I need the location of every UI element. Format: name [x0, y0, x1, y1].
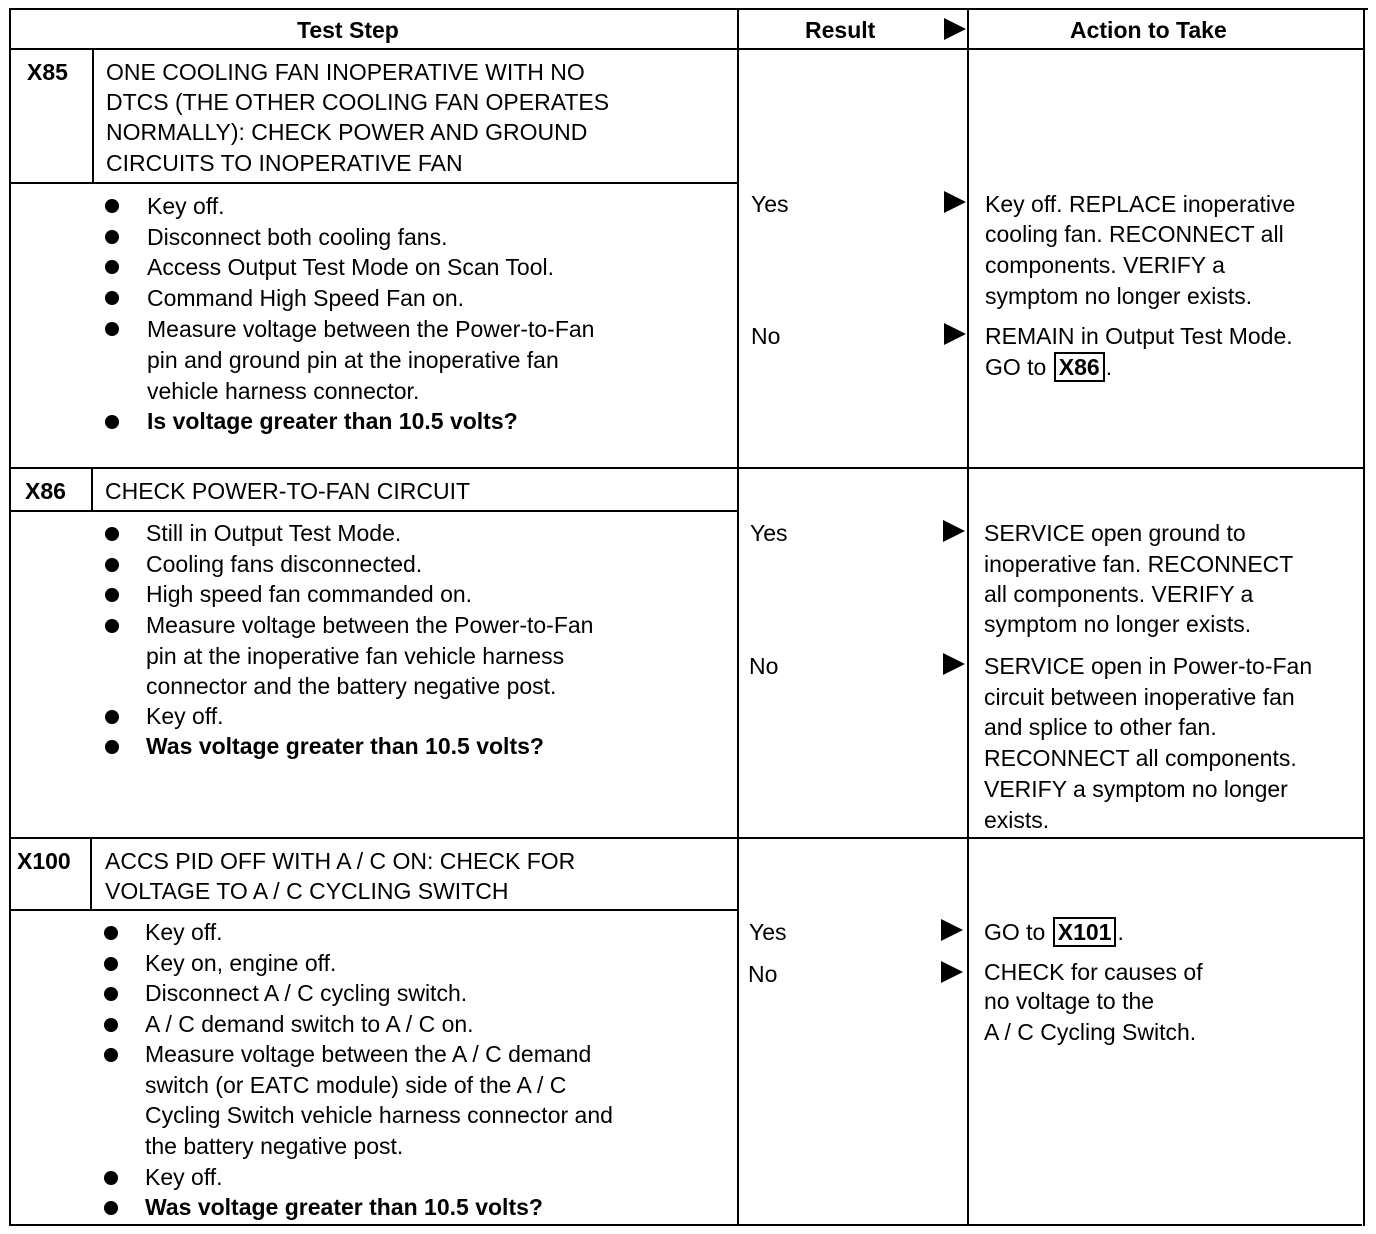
- result-arrow-icon: [941, 961, 963, 983]
- bullet-icon: [105, 740, 119, 754]
- bullet-question: Is voltage greater than 10.5 volts?: [147, 408, 518, 434]
- title-divider-x100: [9, 909, 738, 911]
- bullet-icon: [104, 1048, 118, 1062]
- bullet-text: vehicle harness connector.: [147, 378, 420, 404]
- goto-suffix: .: [1117, 919, 1124, 945]
- bullet-text: pin and ground pin at the inoperative fan: [147, 347, 559, 373]
- bullet-question: Was voltage greater than 10.5 volts?: [145, 1194, 543, 1220]
- table-border-right: [1363, 8, 1365, 1226]
- bullet-icon: [104, 1018, 118, 1032]
- bullet-text: pin at the inoperative fan vehicle harness: [146, 643, 565, 669]
- result-arrow-icon: [944, 323, 966, 345]
- bullet-text: Access Output Test Mode on Scan Tool.: [147, 254, 554, 280]
- bullet-text: Key off.: [145, 1164, 223, 1190]
- goto-suffix: .: [1105, 354, 1113, 380]
- bullet-icon: [104, 926, 118, 940]
- bullet-text: Key off.: [146, 703, 224, 729]
- action-line: cooling fan. RECONNECT all: [985, 221, 1284, 247]
- bullet-icon: [105, 199, 119, 213]
- code-cell-divider-x100: [90, 837, 92, 910]
- action-line: components. VERIFY a: [985, 252, 1225, 278]
- bullet-text: A / C demand switch to A / C on.: [145, 1011, 474, 1037]
- action-goto: [984, 917, 1124, 947]
- bullet-icon: [104, 987, 118, 1001]
- action-line: exists.: [984, 807, 1050, 833]
- goto-text: GO to: [984, 919, 1046, 945]
- step-title-line: VOLTAGE TO A / C CYCLING SWITCH: [105, 878, 509, 904]
- action-line: RECONNECT all components.: [984, 745, 1297, 771]
- result-yes: Yes: [750, 520, 788, 546]
- goto-text: GO to: [985, 354, 1047, 380]
- bullet-text: Measure voltage between the A / C demand: [145, 1041, 592, 1067]
- bullet-icon: [104, 1171, 118, 1185]
- bullet-text: Command High Speed Fan on.: [147, 285, 465, 311]
- action-line: SERVICE open ground to: [984, 520, 1246, 546]
- bullet-text: Key off.: [145, 919, 223, 945]
- bullet-text: Still in Output Test Mode.: [146, 520, 402, 546]
- action-line: circuit between inoperative fan: [984, 684, 1295, 710]
- bullet-question: Was voltage greater than 10.5 volts?: [146, 733, 544, 759]
- result-no: No: [751, 323, 781, 349]
- goto-ref-x86[interactable]: X86: [1054, 352, 1105, 382]
- bullet-text: the battery negative post.: [145, 1133, 404, 1159]
- table-border-top: [9, 8, 1368, 10]
- row-divider-2: [9, 837, 1365, 839]
- step-title-line: ACCS PID OFF WITH A / C ON: CHECK FOR: [105, 848, 576, 874]
- action-line: REMAIN in Output Test Mode.: [985, 323, 1293, 349]
- action-line: symptom no longer exists.: [985, 283, 1253, 309]
- header-action: Action to Take: [1070, 17, 1227, 43]
- bullet-icon: [105, 588, 119, 602]
- bullet-icon: [105, 415, 119, 429]
- action-line: CHECK for causes of: [984, 959, 1203, 985]
- bullet-text: Measure voltage between the Power-to-Fan: [147, 316, 595, 342]
- result-arrow-icon: [941, 919, 963, 941]
- bullet-icon: [104, 957, 118, 971]
- bullet-text: High speed fan commanded on.: [146, 581, 473, 607]
- bullet-text: Cycling Switch vehicle harness connector and: [145, 1102, 613, 1128]
- bullet-icon: [105, 291, 119, 305]
- title-divider-x86: [9, 510, 738, 512]
- table-border-bottom: [9, 1224, 1362, 1226]
- header-result: Result: [805, 17, 876, 43]
- bullet-text: Disconnect both cooling fans.: [147, 224, 448, 250]
- bullet-text: Cooling fans disconnected.: [146, 551, 423, 577]
- action-line: no voltage to the: [984, 988, 1155, 1014]
- result-yes: Yes: [749, 919, 787, 945]
- result-arrow-icon: [943, 520, 965, 542]
- divider-action-column: [967, 8, 969, 1226]
- step-title-line: ONE COOLING FAN INOPERATIVE WITH NO: [106, 59, 585, 85]
- result-arrow-icon: [944, 191, 966, 213]
- bullet-text: Measure voltage between the Power-to-Fan: [146, 612, 594, 638]
- action-line: A / C Cycling Switch.: [984, 1019, 1197, 1045]
- action-line: and splice to other fan.: [984, 714, 1217, 740]
- bullet-icon: [105, 230, 119, 244]
- code-cell-divider-x86: [91, 467, 93, 511]
- bullet-text: Key on, engine off.: [145, 950, 337, 976]
- step-title-line: DTCS (THE OTHER COOLING FAN OPERATES: [106, 89, 610, 115]
- action-line: SERVICE open in Power-to-Fan: [984, 653, 1313, 679]
- bullet-icon: [105, 527, 119, 541]
- step-code: X86: [25, 478, 66, 504]
- bullet-icon: [105, 619, 119, 633]
- step-title-line: CHECK POWER-TO-FAN CIRCUIT: [105, 478, 471, 504]
- step-title-line: NORMALLY): CHECK POWER AND GROUND: [106, 119, 588, 145]
- bullet-text: Key off.: [147, 193, 225, 219]
- bullet-text: connector and the battery negative post.: [146, 673, 557, 699]
- action-line: inoperative fan. RECONNECT: [984, 551, 1294, 577]
- code-cell-divider-x85: [92, 48, 94, 183]
- action-line: VERIFY a symptom no longer: [984, 776, 1288, 802]
- header-bottom-line: [9, 48, 1365, 50]
- action-line: symptom no longer exists.: [984, 611, 1252, 637]
- step-code: X100: [17, 848, 71, 874]
- bullet-icon: [105, 558, 119, 572]
- result-yes: Yes: [751, 191, 789, 217]
- header-arrow-icon: [944, 18, 966, 40]
- bullet-icon: [105, 322, 119, 336]
- table-border-left: [9, 8, 11, 1226]
- result-no: No: [748, 961, 778, 987]
- action-goto: [985, 352, 1112, 382]
- header-test-step: Test Step: [297, 17, 399, 43]
- row-divider-1: [9, 467, 1365, 469]
- action-line: all components. VERIFY a: [984, 581, 1254, 607]
- bullet-icon: [105, 710, 119, 724]
- step-code: X85: [27, 59, 68, 85]
- result-no: No: [749, 653, 779, 679]
- bullet-text: Disconnect A / C cycling switch.: [145, 980, 468, 1006]
- bullet-icon: [105, 260, 119, 274]
- action-line: Key off. REPLACE inoperative: [985, 191, 1296, 217]
- bullet-text: switch (or EATC module) side of the A / C: [145, 1072, 567, 1098]
- goto-ref-x101[interactable]: X101: [1053, 917, 1117, 947]
- step-title-line: CIRCUITS TO INOPERATIVE FAN: [106, 150, 463, 176]
- bullet-icon: [104, 1201, 118, 1215]
- title-divider-x85: [9, 182, 738, 184]
- result-arrow-icon: [943, 653, 965, 675]
- divider-result-column: [737, 8, 739, 1226]
